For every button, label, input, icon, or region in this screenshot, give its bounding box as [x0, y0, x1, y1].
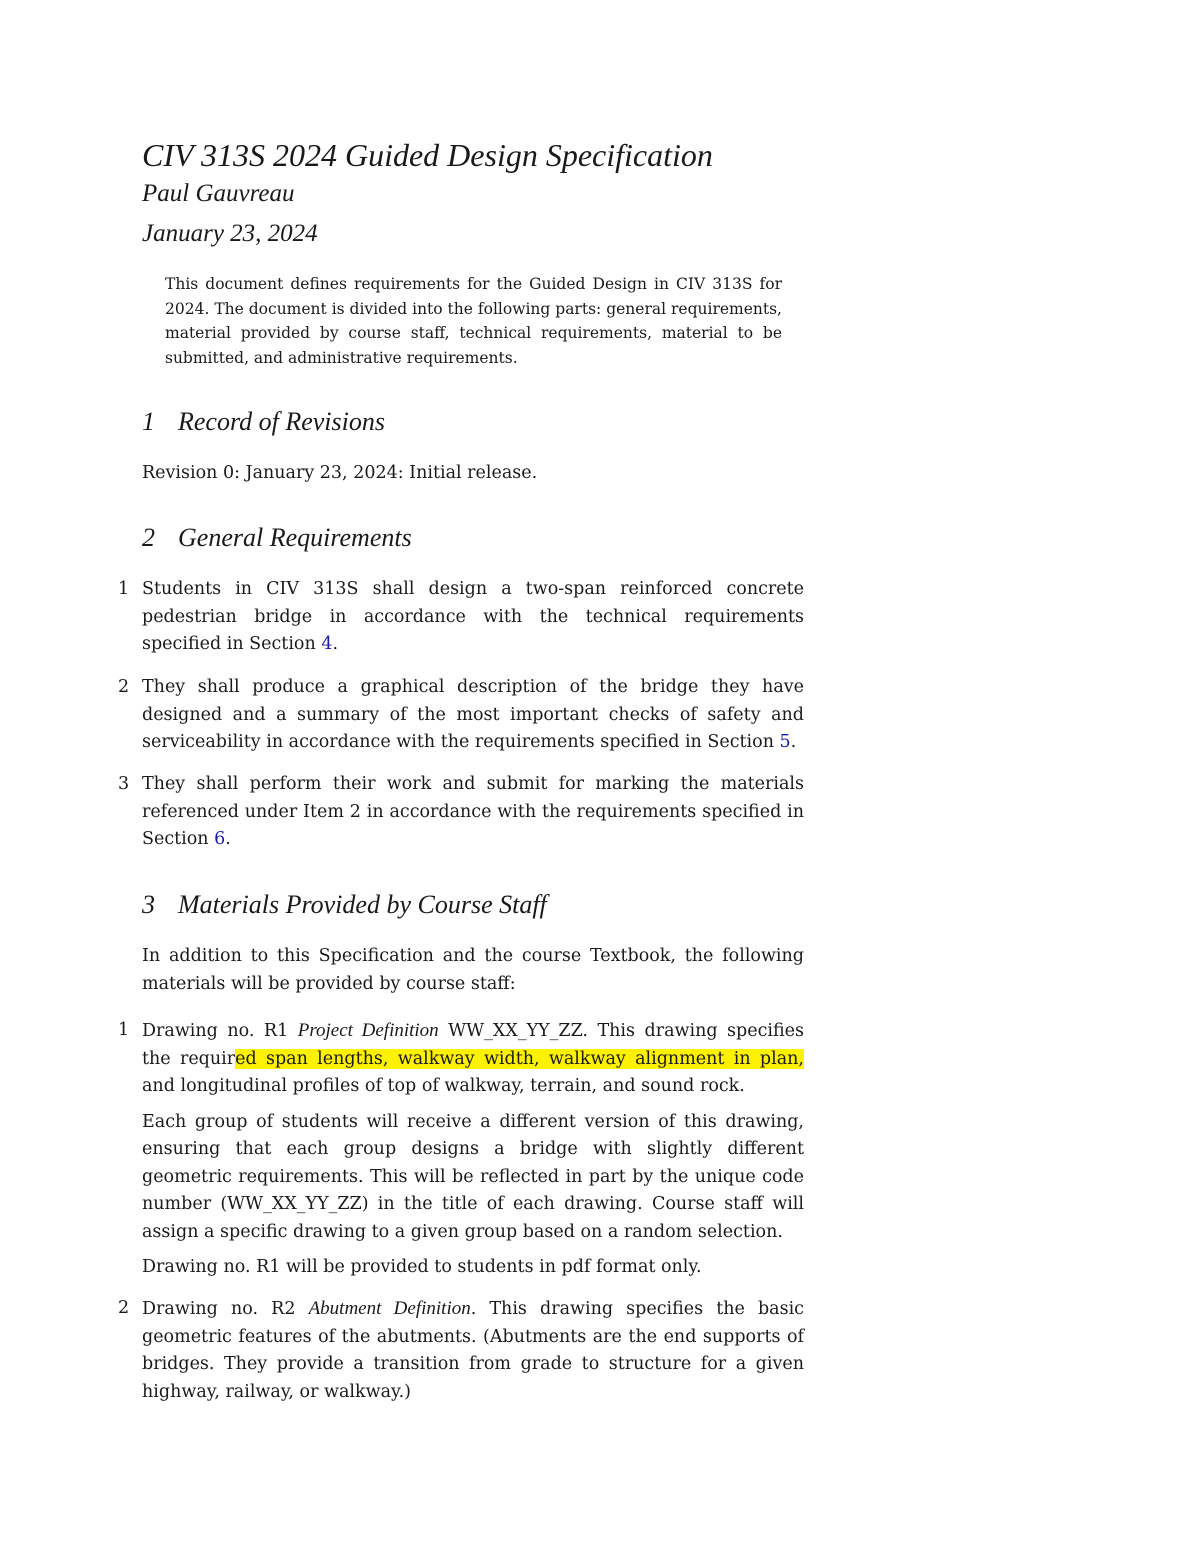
item-number: 3	[118, 774, 130, 794]
item-text-end: .	[225, 829, 231, 849]
item-number: 1	[118, 1020, 130, 1040]
section-number: 1	[142, 407, 155, 436]
item-text-end: .	[332, 634, 339, 654]
item-text: They shall produce a graphical description of the bridge they have designed and a summary of the most important checks of safety and serviceability in accordance with the requirements specified in Section	[142, 677, 804, 752]
section-number: 3	[142, 890, 155, 919]
item-number: 2	[118, 677, 130, 697]
item-text: . This drawing specifies the basic geometric features of the abutments. (Abutments are the end supports of bridges. They provide a transition from grade to structure for a given highway, railway, or walkway.)	[142, 1299, 804, 1402]
section-link[interactable]: 4	[321, 634, 333, 654]
list-item	[118, 771, 804, 862]
item-text-end: and longitudinal profiles of top of walkway, terrain, and sound rock.	[142, 1076, 745, 1096]
section-heading-materials-provided	[142, 889, 547, 921]
highlighted-text[interactable]: ed span lengths, walkway width, walkway alignment in plan,	[235, 1048, 804, 1069]
section-intro: In addition to this Specification and the course Textbook, the following materials will be provided by course staff:	[142, 946, 804, 994]
item-paragraph: Drawing no. R1 will be provided to students in pdf format only.	[142, 1257, 702, 1277]
item-text: WW_XX_YY_ZZ. This drawing specifies the requir	[142, 1021, 804, 1069]
drawing-title: Project Definition	[297, 1020, 439, 1041]
section-title: Materials Provided by Course Staff	[178, 890, 547, 919]
section-heading-general-requirements	[142, 522, 412, 554]
section-heading-record-of-revisions	[142, 406, 385, 438]
list-item	[118, 1017, 804, 1290]
list-item	[118, 674, 804, 765]
item-number: 1	[118, 579, 130, 599]
section-link[interactable]: 6	[214, 829, 226, 849]
list-item	[118, 576, 804, 667]
section-title: General Requirements	[178, 523, 412, 552]
item-text: Students in CIV 313S shall design a two-span reinforced concrete pedestrian bridge in accordance with the technical requirements specified in Section	[142, 579, 804, 654]
drawing-title: Abutment Definition	[308, 1298, 471, 1319]
item-number: 2	[118, 1298, 130, 1318]
item-paragraph: Each group of students will receive a different version of this drawing, ensuring that each group designs a bridge with slightly different geometric requirements. This will be reflected in part by the unique code number (WW_XX_YY_ZZ) in the title of each drawing. Course staff will assign a specific drawing to a given group based on a random selection.	[142, 1111, 804, 1242]
list-item	[118, 1295, 804, 1414]
item-lead: Drawing no. R1	[142, 1021, 298, 1041]
document-date: January 23, 2024	[142, 220, 318, 247]
section-link[interactable]: 5	[779, 732, 791, 752]
item-text-end: .	[790, 732, 797, 752]
document-author: Paul Gauvreau	[142, 180, 295, 207]
item-text: They shall perform their work and submit for marking the materials referenced under Item 2 in accordance with the requirements specified in Section	[142, 774, 804, 849]
section-title: Record of Revisions	[178, 407, 385, 436]
section-number: 2	[142, 523, 155, 552]
revision-text: Revision 0: January 23, 2024: Initial release.	[142, 463, 538, 483]
item-lead: Drawing no. R2	[142, 1299, 309, 1319]
document-title: CIV 313S 2024 Guided Design Specification	[142, 137, 713, 173]
abstract: This document defines requirements for the Guided Design in CIV 313S for 2024. The document is divided into the following parts: general requirements, material provided by course staff, technical requirements, material to be submitted, and administrative requirements.	[165, 275, 782, 367]
